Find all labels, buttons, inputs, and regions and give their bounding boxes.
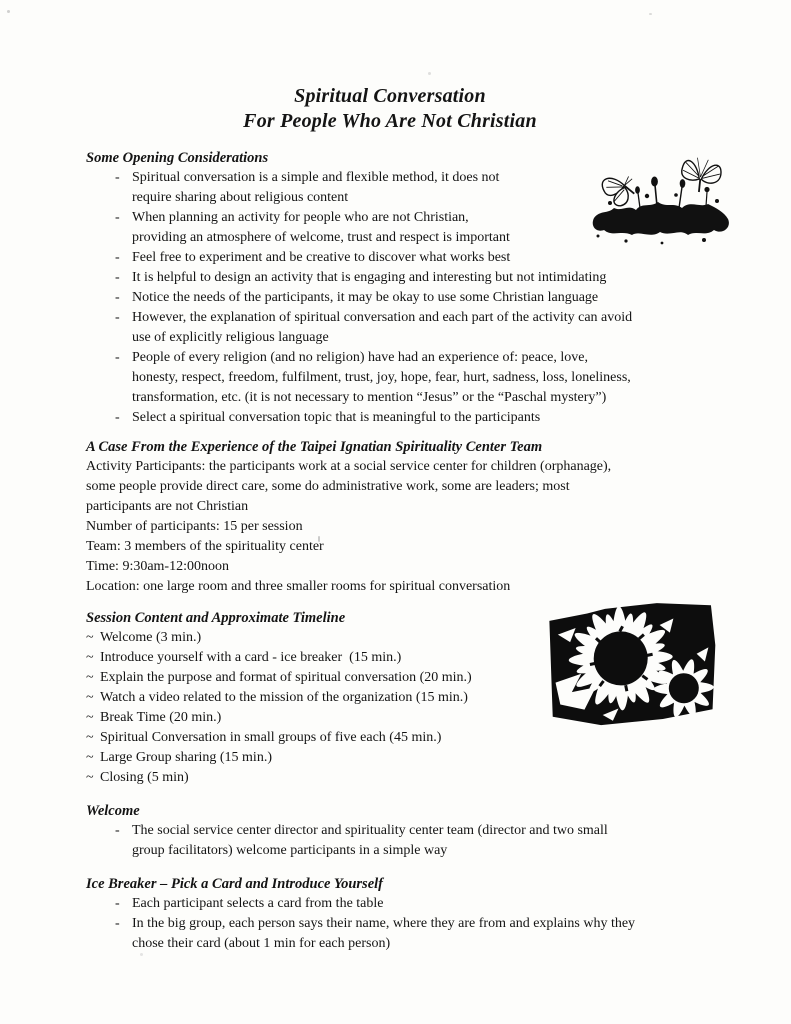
tilde-marker: ~ <box>86 650 94 665</box>
text-line: transformation, etc. (it is not necessary to mention “Jesus” or the “Paschal mystery”) <box>132 390 607 405</box>
tilde-marker: ~ <box>86 690 94 705</box>
section-heading: Ice Breaker – Pick a Card and Introduce Yourself <box>86 876 383 892</box>
list-item <box>86 821 746 861</box>
tilde-marker: ~ <box>86 670 94 685</box>
bullet-dash: - <box>115 290 120 305</box>
timeline-item <box>86 728 746 748</box>
text-line: Introduce yourself with a card - ice breaker (15 min.) <box>100 650 402 665</box>
text-line: Watch a video related to the mission of the organization (15 min.) <box>100 690 468 705</box>
list-item <box>86 894 746 914</box>
section-session-timeline <box>86 608 746 788</box>
bullet-dash: - <box>115 250 120 265</box>
text-line: Closing (5 min) <box>100 770 189 785</box>
text-line: participants are not Christian <box>86 499 249 514</box>
timeline-item <box>86 708 746 728</box>
bullet-dash: - <box>115 270 120 285</box>
text-line: People of every religion (and no religion) have had an experience of: peace, love, <box>132 350 588 365</box>
bullet-dash: - <box>115 350 120 365</box>
text-line: Notice the needs of the participants, it may be okay to use some Christian language <box>132 290 599 305</box>
tilde-marker: ~ <box>86 710 94 725</box>
list-item <box>86 248 746 268</box>
tilde-marker: ~ <box>86 630 94 645</box>
text-line: Large Group sharing (15 min.) <box>100 750 272 765</box>
title-line-1: Spiritual Conversation <box>294 85 486 107</box>
text-line: Select a spiritual conversation topic that is meaningful to the participants <box>132 410 541 425</box>
timeline-item <box>86 668 746 688</box>
text-line: some people provide direct care, some do administrative work, some are leaders; most <box>86 479 570 494</box>
section-heading: A Case From the Experience of the Taipei Ignatian Spirituality Center Team <box>86 439 543 455</box>
text-line: When planning an activity for people who are not Christian, <box>132 210 469 225</box>
section-ice-breaker <box>86 874 746 954</box>
list-item <box>86 288 746 308</box>
text-line: Location: one large room and three smaller rooms for spiritual conversation <box>86 579 511 594</box>
section-heading: Welcome <box>86 803 140 819</box>
text-line: However, the explanation of spiritual conversation and each part of the activity can avoid <box>132 310 633 325</box>
text-line: Activity Participants: the participants work at a social service center for children (orphanage), <box>86 459 612 474</box>
section-case-experience <box>86 437 746 597</box>
list-item <box>86 208 746 248</box>
bullet-dash: - <box>115 896 120 911</box>
list-item <box>86 308 746 348</box>
section-opening-considerations <box>86 148 746 428</box>
text-line: group facilitators) welcome participants in a simple way <box>132 843 448 858</box>
bullet-dash: - <box>115 170 120 185</box>
title-line-2: For People Who Are Not Christian <box>243 110 537 132</box>
section-welcome <box>86 801 746 861</box>
text-line: Explain the purpose and format of spiritual conversation (20 min.) <box>100 670 472 685</box>
paragraph <box>86 457 746 517</box>
document-content <box>86 84 746 954</box>
text-line: Time: 9:30am-12:00noon <box>86 559 229 574</box>
text-line: providing an atmosphere of welcome, trust and respect is important <box>132 230 510 245</box>
list-item <box>86 914 746 954</box>
bullet-dash: - <box>115 410 120 425</box>
text-line: require sharing about religious content <box>132 190 349 205</box>
scan-speck <box>649 13 652 15</box>
tilde-marker: ~ <box>86 750 94 765</box>
text-line: It is helpful to design an activity that is engaging and interesting but not intimidating <box>132 270 607 285</box>
list-item <box>86 268 746 288</box>
text-line: honesty, respect, freedom, fulfilment, trust, joy, hope, fear, hurt, sadness, loss, loneliness, <box>132 370 631 385</box>
text-line: Break Time (20 min.) <box>100 710 222 725</box>
timeline-item <box>86 768 746 788</box>
section-heading: Session Content and Approximate Timeline <box>86 610 346 626</box>
bullet-dash: - <box>115 310 120 325</box>
bullet-dash: - <box>115 916 120 931</box>
timeline-item <box>86 628 746 648</box>
text-line: Spiritual conversation is a simple and flexible method, it does not <box>132 170 500 185</box>
text-line: chose their card (about 1 min for each person) <box>132 936 391 951</box>
tilde-marker: ~ <box>86 730 94 745</box>
timeline-item <box>86 648 746 668</box>
page-title <box>86 84 694 134</box>
text-line: Team: 3 members of the spirituality center <box>86 539 324 554</box>
scan-speck <box>7 10 10 13</box>
list-item <box>86 348 746 408</box>
scan-speck <box>428 72 431 75</box>
text-line: In the big group, each person says their name, where they are from and explains why they <box>132 916 636 931</box>
list-item <box>86 408 746 428</box>
timeline-item <box>86 688 746 708</box>
bullet-dash: - <box>115 210 120 225</box>
text-line: Number of participants: 15 per session <box>86 519 303 534</box>
tilde-marker: ~ <box>86 770 94 785</box>
section-heading: Some Opening Considerations <box>86 150 269 166</box>
text-line: Welcome (3 min.) <box>100 630 202 645</box>
text-line: Feel free to experiment and be creative to discover what works best <box>132 250 511 265</box>
text-line: Spiritual Conversation in small groups of five each (45 min.) <box>100 730 442 745</box>
list-item <box>86 168 746 208</box>
text-line: The social service center director and spirituality center team (director and two small <box>132 823 608 838</box>
text-line: use of explicitly religious language <box>132 330 329 345</box>
text-line: Each participant selects a card from the table <box>132 896 384 911</box>
bullet-dash: - <box>115 823 120 838</box>
timeline-item <box>86 748 746 768</box>
